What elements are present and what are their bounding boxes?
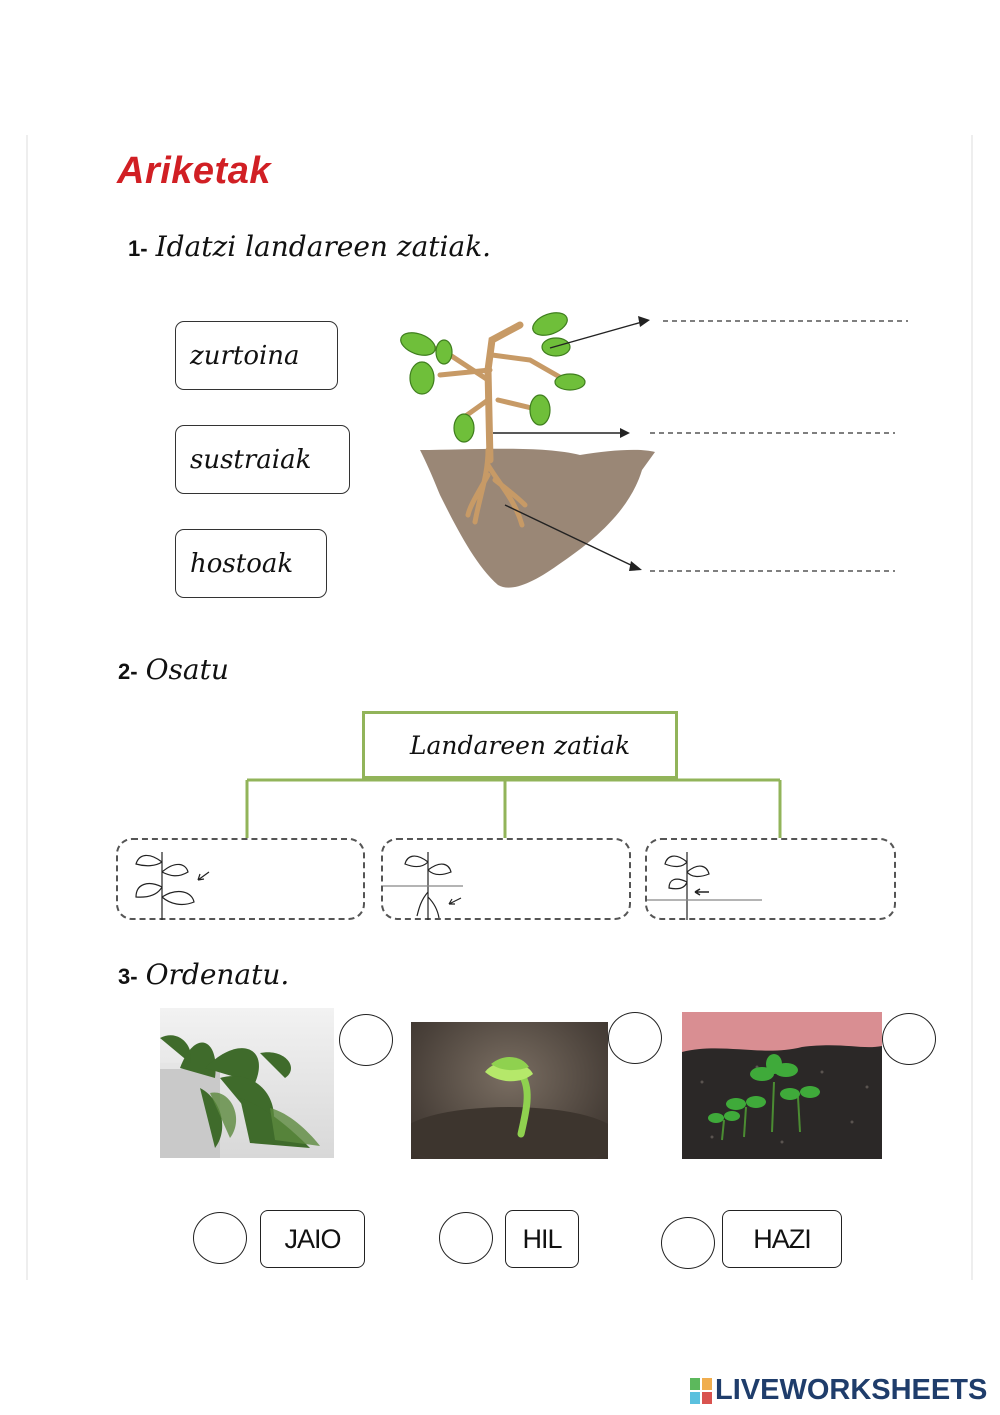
stage-label-text: HIL (522, 1223, 562, 1254)
exercise-3-instruction: Ordenatu. (145, 958, 290, 991)
order-circle-hazi[interactable] (661, 1217, 715, 1269)
exercise-1-instruction: Idatzi landareen zatiak. (155, 230, 492, 263)
order-circle-hil[interactable] (439, 1212, 493, 1264)
exercise-1-number: 1- (128, 236, 148, 261)
stage-label-hazi (722, 1210, 842, 1268)
word-card-sustraiak[interactable] (175, 425, 350, 494)
word-card-hostoak[interactable] (175, 529, 327, 598)
stage-label-text: JAIO (284, 1223, 341, 1254)
exercise-3-number: 3- (118, 964, 138, 989)
concept-map-root (362, 711, 678, 779)
tree-connectors (240, 770, 790, 845)
stage-label-jaio (260, 1210, 365, 1268)
liveworksheets-logo-text: LIVEWORKSHEETS (715, 1374, 988, 1406)
plant-sketch-roots-icon (383, 842, 473, 920)
stage-label-text: HAZI (753, 1223, 811, 1254)
photo-sprouting-seed (411, 1022, 608, 1159)
seedlings-image (682, 1012, 882, 1159)
photo-seedlings (682, 1012, 882, 1159)
word-card-zurtoina[interactable] (175, 321, 338, 390)
exercise-1-heading (128, 230, 491, 263)
stem-shape (488, 325, 520, 460)
answer-lines (650, 321, 908, 571)
plant-sketch-leaves-icon (124, 842, 214, 920)
plant-sketch-stem-icon (647, 842, 762, 920)
answer-box-3[interactable] (645, 838, 896, 920)
worksheet-title: Ariketak (117, 150, 271, 192)
wilted-plant-image (160, 1008, 334, 1158)
page-edge-left (26, 135, 28, 1280)
order-circle-jaio[interactable] (193, 1212, 247, 1264)
arrow-heads (620, 316, 650, 571)
stage-label-hil (505, 1210, 579, 1268)
answer-box-2[interactable] (381, 838, 631, 920)
exercise-3-heading (118, 958, 289, 991)
answer-box-1[interactable] (116, 838, 365, 920)
word-card-label: hostoak (190, 548, 294, 579)
exercise-2-number: 2- (118, 659, 138, 684)
liveworksheets-logo-icon (690, 1378, 712, 1404)
word-card-label: sustraiak (190, 444, 312, 475)
liveworksheets-logo (690, 1374, 987, 1407)
exercise-2-heading (118, 653, 229, 686)
order-circle-photo-2[interactable] (608, 1012, 662, 1064)
photo-wilted-plant (160, 1008, 334, 1158)
order-circle-photo-3[interactable] (882, 1013, 936, 1065)
plant-diagram (380, 300, 940, 600)
page-edge-right (971, 135, 973, 1280)
soil-shape (420, 449, 655, 588)
exercise-2-instruction: Osatu (145, 653, 229, 686)
order-circle-photo-1[interactable] (339, 1014, 393, 1066)
sprouting-seed-image (411, 1022, 608, 1159)
concept-map-root-label: Landareen zatiak (409, 730, 631, 760)
word-card-label: zurtoina (190, 340, 300, 371)
